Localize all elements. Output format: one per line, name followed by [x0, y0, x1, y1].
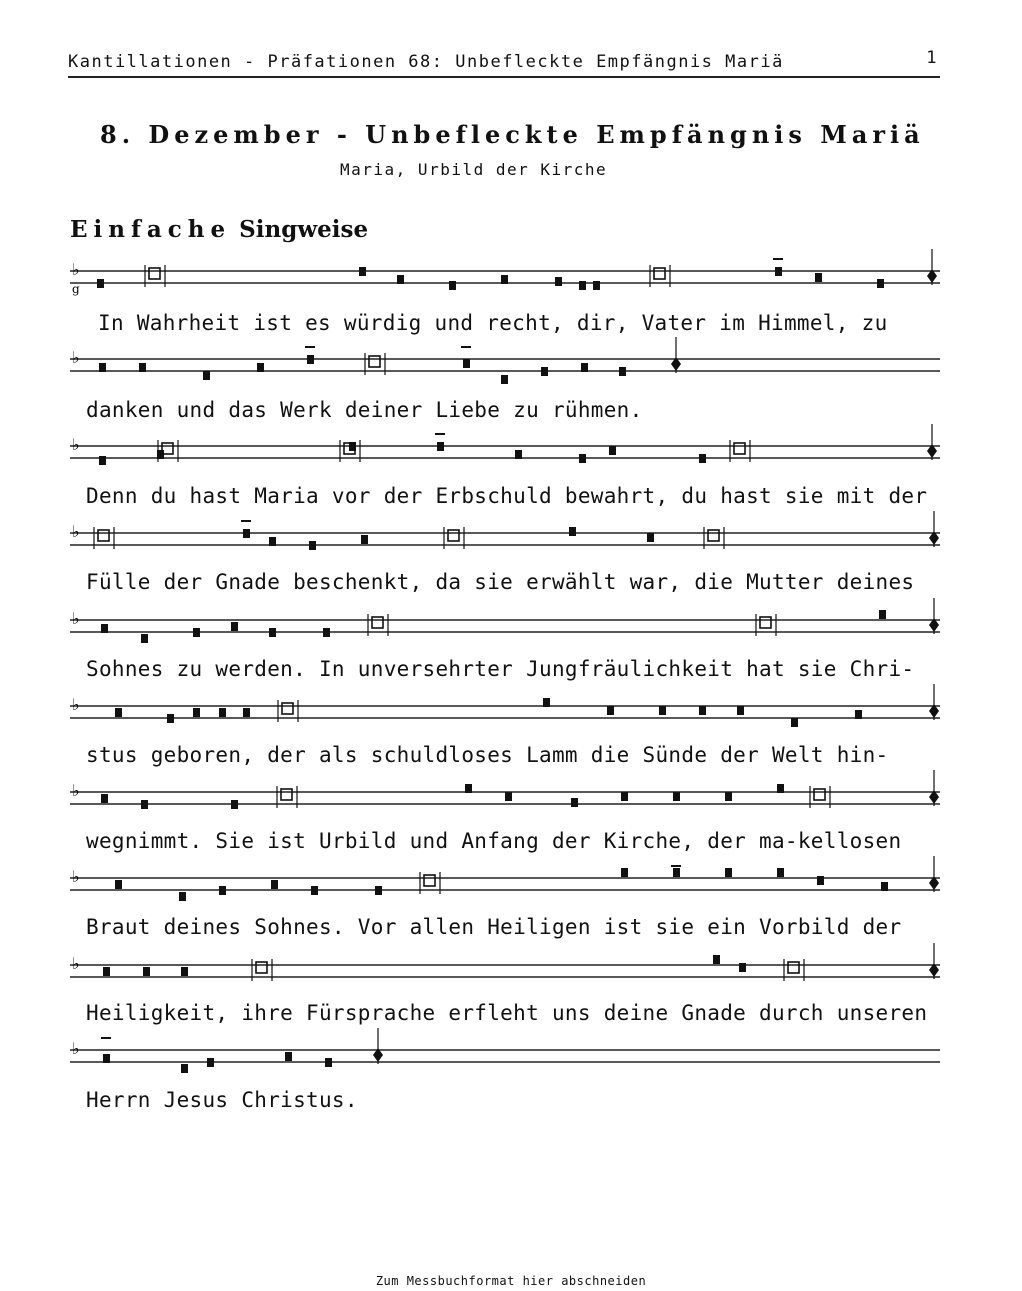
flat-sign: ♭ — [72, 867, 80, 886]
chant-note — [673, 868, 680, 877]
lyric-line: Heiligkeit, ihre Fürsprache erfleht uns deine Gnade durch unseren — [86, 1001, 928, 1025]
chant-note — [581, 363, 588, 372]
chant-note — [231, 800, 238, 809]
chant-note — [219, 886, 226, 895]
chant-note — [593, 281, 600, 290]
chant-note — [699, 454, 706, 463]
clef-sign: g — [72, 282, 80, 296]
chant-note — [271, 880, 278, 889]
chant-note — [699, 706, 706, 715]
chant-note — [243, 529, 250, 538]
chant-note — [879, 610, 886, 619]
recitation-note — [788, 962, 799, 973]
chant-note — [397, 275, 404, 284]
chant-note — [501, 375, 508, 384]
chant-note — [375, 886, 382, 895]
recitation-note — [372, 617, 383, 628]
chant-note — [181, 1064, 188, 1073]
recitation-note — [448, 530, 459, 541]
chant-note — [167, 714, 174, 723]
recitation-note — [424, 875, 435, 886]
lyric-line: danken und das Werk deiner Liebe zu rühmen. — [86, 398, 643, 422]
chant-note — [541, 367, 548, 376]
section-heading-rest: Singweise — [239, 216, 369, 243]
chant-note — [725, 868, 732, 877]
cut-instruction: Zum Messbuchformat hier abschneiden — [375, 1274, 647, 1288]
chant-note — [725, 792, 732, 801]
chant-note — [219, 708, 226, 717]
recitation-note — [708, 530, 719, 541]
chant-note — [775, 267, 782, 276]
chant-note — [193, 628, 200, 637]
chant-note — [257, 363, 264, 372]
recitation-note — [282, 703, 293, 714]
recitation-note — [281, 789, 292, 800]
chant-note — [777, 868, 784, 877]
lyric-line: stus geboren, der als schuldloses Lamm die Sünde der Welt hin- — [86, 743, 889, 767]
page-subtitle: Maria, Urbild der Kirche — [340, 160, 608, 179]
recitation-note — [760, 617, 771, 628]
chant-note — [571, 798, 578, 807]
recitation-note — [734, 443, 745, 454]
chant-note — [285, 1052, 292, 1061]
running-title: Kantillationen - Präfationen 68: Unbefleckte Empfängnis Mariä — [68, 52, 784, 72]
chant-note — [815, 273, 822, 282]
chant-note — [619, 367, 626, 376]
chant-note — [777, 784, 784, 793]
flat-sign: ♭ — [72, 954, 80, 973]
chant-note — [449, 281, 456, 290]
chant-note — [179, 892, 186, 901]
chant-note — [569, 527, 576, 536]
chant-note — [141, 800, 148, 809]
chant-note — [737, 706, 744, 715]
chant-note — [115, 880, 122, 889]
chant-note — [193, 708, 200, 717]
chant-note — [673, 792, 680, 801]
chant-note — [739, 963, 746, 972]
chant-note — [207, 1058, 214, 1067]
chant-note — [463, 359, 470, 368]
chant-note — [269, 537, 276, 546]
chant-note — [579, 454, 586, 463]
chant-note — [621, 792, 628, 801]
recitation-note — [369, 356, 380, 367]
chant-note — [361, 535, 368, 544]
chant-note — [99, 363, 106, 372]
chant-note — [659, 706, 666, 715]
chant-note — [101, 624, 108, 633]
flat-sign: ♭ — [72, 695, 80, 714]
chant-note — [231, 622, 238, 631]
flat-sign: ♭ — [72, 260, 80, 279]
chant-note — [181, 967, 188, 976]
chant-note — [543, 698, 550, 707]
chant-note — [307, 355, 314, 364]
chant-note — [103, 1054, 110, 1063]
chant-note — [877, 279, 884, 288]
flat-sign: ♭ — [72, 522, 80, 541]
chant-note — [817, 876, 824, 885]
flat-sign: ♭ — [72, 348, 80, 367]
chant-note — [309, 541, 316, 550]
flat-sign: ♭ — [72, 1039, 80, 1058]
chant-note — [101, 794, 108, 803]
recitation-note — [256, 962, 267, 973]
chant-note — [791, 718, 798, 727]
recitation-note — [654, 268, 665, 279]
chant-note — [141, 634, 148, 643]
chant-note — [505, 792, 512, 801]
lyric-line: Herrn Jesus Christus. — [86, 1088, 358, 1112]
chant-note — [243, 708, 250, 717]
chant-note — [325, 1058, 332, 1067]
section-heading-spaced: Einfache — [70, 216, 232, 243]
lyric-line: Braut deines Sohnes. Vor allen Heiligen ist sie ein Vorbild der — [86, 915, 902, 939]
flat-sign: ♭ — [72, 435, 80, 454]
chant-note — [99, 456, 106, 465]
lyric-line: In Wahrheit ist es würdig und recht, dir, Vater im Himmel, zu — [98, 311, 888, 335]
chant-note — [609, 446, 616, 455]
recitation-note — [149, 268, 160, 279]
chant-note — [501, 275, 508, 284]
chant-note — [103, 967, 110, 976]
chant-note — [555, 277, 562, 286]
chant-note — [515, 450, 522, 459]
chant-note — [139, 363, 146, 372]
chant-note — [269, 628, 276, 637]
lyric-line: Sohnes zu werden. In unversehrter Jungfräulichkeit hat sie Chri- — [86, 657, 915, 681]
chant-note — [607, 706, 614, 715]
chant-note — [713, 955, 720, 964]
lyric-line: Fülle der Gnade beschenkt, da sie erwählt war, die Mutter deines — [86, 570, 915, 594]
chant-note — [465, 784, 472, 793]
page-number: 1 — [926, 48, 938, 68]
recitation-note — [814, 789, 825, 800]
chant-note — [437, 442, 444, 451]
chant-note — [647, 533, 654, 542]
chant-note — [621, 868, 628, 877]
page-title: 8. Dezember - Unbefleckte Empfängnis Mariä — [100, 120, 925, 149]
flat-sign: ♭ — [72, 609, 80, 628]
chant-note — [579, 281, 586, 290]
chant-note — [97, 279, 104, 288]
chant-note — [311, 886, 318, 895]
chant-note — [143, 967, 150, 976]
chant-note — [203, 371, 210, 380]
chant-note — [359, 267, 366, 276]
recitation-note — [98, 530, 109, 541]
chant-note — [323, 628, 330, 637]
lyric-line: Denn du hast Maria vor der Erbschuld bewahrt, du hast sie mit der — [86, 484, 928, 508]
chant-note — [855, 710, 862, 719]
lyric-line: wegnimmt. Sie ist Urbild und Anfang der Kirche, der ma-kellosen — [86, 829, 902, 853]
chant-note — [881, 882, 888, 891]
flat-sign: ♭ — [72, 781, 80, 800]
chant-note — [115, 708, 122, 717]
